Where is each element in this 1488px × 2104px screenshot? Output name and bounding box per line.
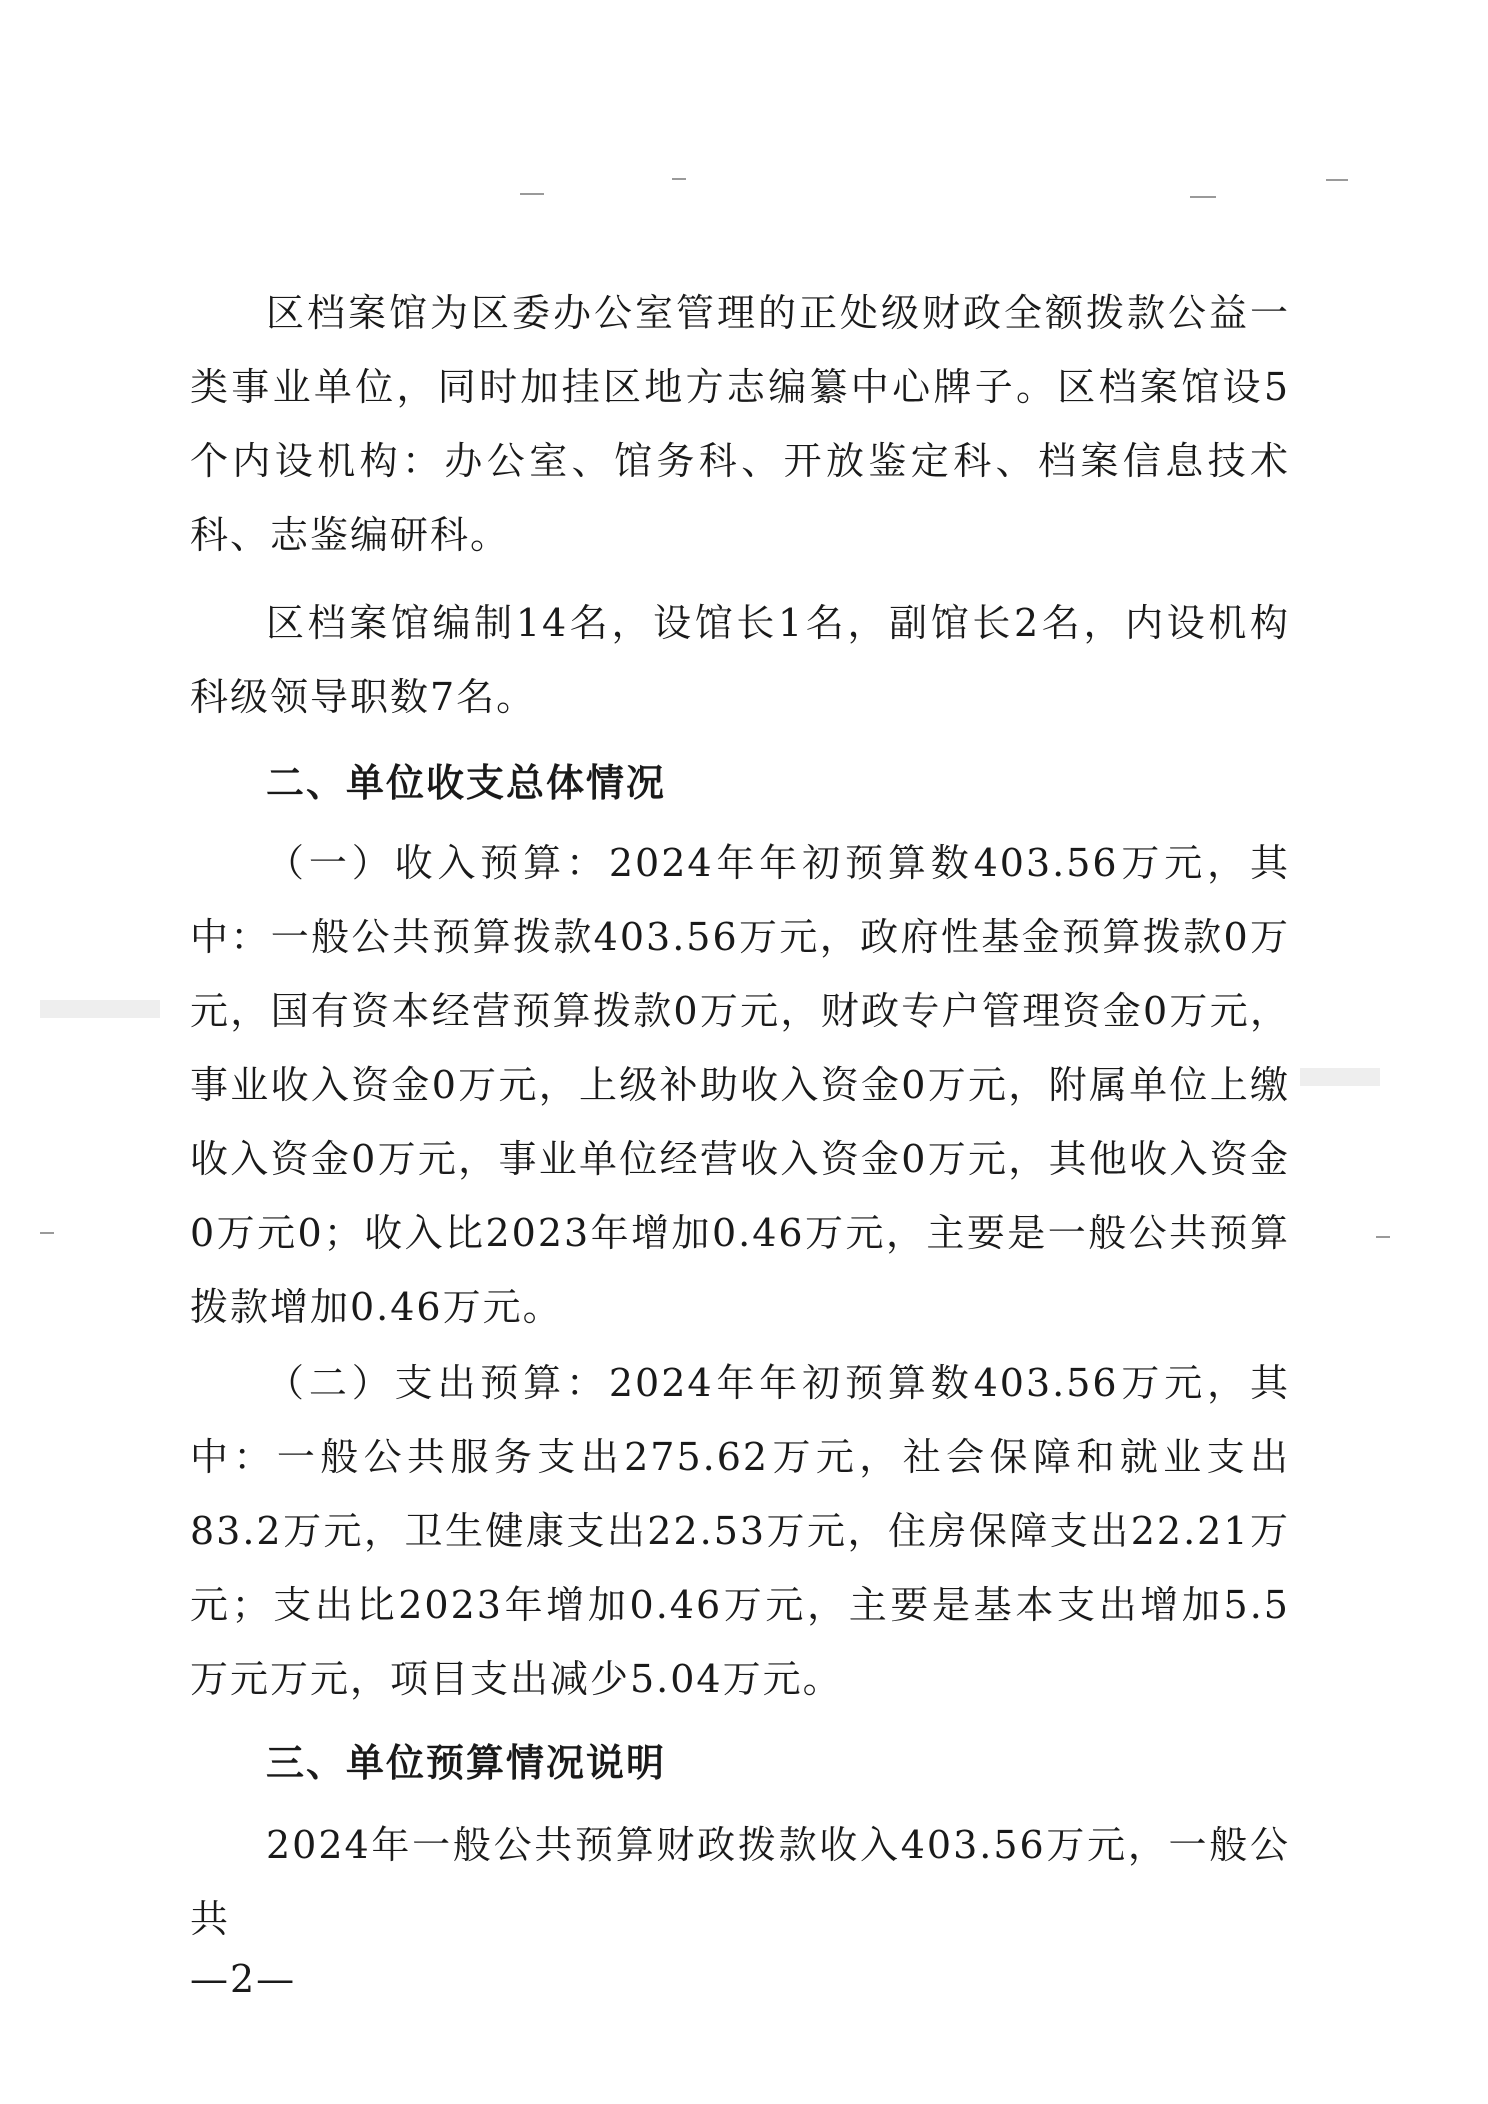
expense-budget-paragraph: （二）支出预算：2024年年初预算数403.56万元，其中：一般公共服务支出275.62万元，社会保障和就业支出83.2万元，卫生健康支出22.53万元，住房保障支出22.21万元；支出比2023年增加0.46万元，主要是基本支出增加5.5万元万元，项目支出减少5.04万元。 (190, 1361, 1290, 1701)
scan-artifact (1376, 1236, 1390, 1238)
budget-explanation-paragraph: 2024年一般公共预算财政拨款收入403.56万元，一般公共 (190, 1823, 1290, 1941)
page-number: —2— (190, 1957, 297, 2001)
bleed-through-mark (1300, 1068, 1380, 1086)
income-budget-paragraph: （一）收入预算：2024年年初预算数403.56万元，其中：一般公共预算拨款403.56万元，政府性基金预算拨款0万元，国有资本经营预算拨款0万元，财政专户管理资金0万元，事业收入资金0万元，上级补助收入资金0万元，附属单位上缴收入资金0万元，事业单位经营收入资金0万元，其他收入资金0万元0；收入比2023年增加0.46万元，主要是一般公共预算拨款增加0.46万元。 (190, 841, 1290, 1329)
section-heading-budget-explanation: 三、单位预算情况说明 (266, 1741, 667, 1785)
staffing-paragraph: 区档案馆编制14名，设馆长1名，副馆长2名，内设机构科级领导职数7名。 (190, 601, 1290, 719)
section-heading-income-expense: 二、单位收支总体情况 (266, 761, 667, 805)
scan-artifact (1326, 179, 1348, 181)
bleed-through-mark (40, 1000, 160, 1018)
scan-artifact (672, 178, 686, 180)
scan-artifact (520, 193, 544, 195)
scan-artifact (40, 1232, 54, 1234)
intro-paragraph: 区档案馆为区委办公室管理的正处级财政全额拨款公益一类事业单位，同时加挂区地方志编纂中心牌子。区档案馆设5个内设机构：办公室、馆务科、开放鉴定科、档案信息技术科、志鉴编研科。 (190, 291, 1290, 557)
scan-artifact (1190, 196, 1216, 198)
